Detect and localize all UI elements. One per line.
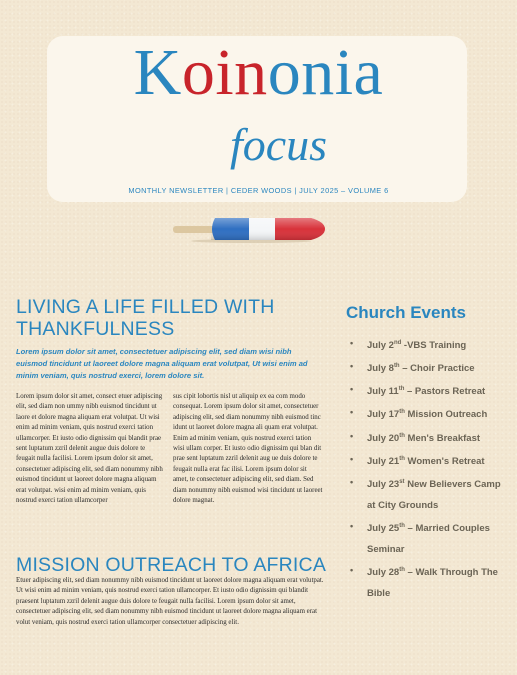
event-item: • July 28th – Walk Through The Bible: [350, 565, 498, 600]
popsicle-illustration: [171, 214, 326, 244]
newsletter-title: Koinonia: [133, 36, 384, 109]
mission-heading: MISSION OUTREACH TO AFRICA: [16, 554, 327, 576]
events-list: [350, 333, 510, 604]
newsletter-subtitle: focus: [229, 119, 328, 170]
event-item: • July 20th Men's Breakfast: [350, 430, 481, 444]
event-item: • July 2nd -VBS Training: [350, 338, 467, 352]
event-item: • July 23st New Believers Camp at City Grounds: [350, 476, 501, 512]
event-item: • July 17th Mission Outreach: [350, 407, 488, 421]
article-heading: LIVING A LIFE FILLED WITH THANKFULNESS: [16, 296, 275, 340]
article-column-2: sus cipit lobortis nisl ut aliquip ex ea com modo consequat. Lorem ipsum dolor sit amet, consectetuer adipiscing elit, sed diam nonummy nibh euismod tinc idunt ut laoreet dolore magna ali quam erat volutpat. Enim ad minim veniam, quis nostrud exerci tation wisi ullam corper. Et iusto odio dignissim qui blan dit prae sent luptatum zzril delenit aug ue duis dolore te feugait nulla erat fac ilisi. Lorem ipsum dolor sit amet, te consectetuer adipiscing elit, sed diam. Sed diam nonummy nibh euismod wisi tincidunt ut laoreet dolore magnat.: [173, 393, 323, 505]
event-item: • July 8th – Choir Practice: [350, 361, 475, 375]
event-item: • July 11th – Pastors Retreat: [350, 384, 486, 398]
newsletter-tagline: MONTHLY NEWSLETTER | CEDER WOODS | JULY 2025 – VOLUME 6: [128, 186, 389, 195]
article-lead: Lorem ipsum dolor sit amet, consectetuer adipiscing elit, sed diam wisi nibh euismod tincidunt ut laoreet dolore magna aliquam erat volutpat, Ut wisi enim ad minim veniam, quis nostrud exerci, lorem dolore sit.: [16, 347, 308, 380]
article-column-1: Lorem ipsum dolor sit amet, consect etuer adipiscing elit, sed diam non ummy nibh euismod tincidunt ut laore et dolore magna aliquam erat volutpat. Ut wisi enim ad minim veniam, quis nostrud exerci tation ullamcorper. Et iusto odio dignissim qui blandit prae sent luptatum zzril delenit augue duis dolore te feugait nulla facilisi. Lorem ipsum dolor sit amet, consectetuer adipiscing elit, sed diam nonummy nibh euismod tincidunt ut laoreet dolore magna aliquam erat volutpat. wisi enim ad minim veniam, quis nostrud exerci tation ullamcorper: [16, 393, 163, 505]
mission-body: Etuer adipiscing elit, sed diam nonummy nibh euismod tincidunt ut laoreet dolore magna aliquam erat volutpat. Ut wisi enim ad minim veniam, quis nostrud exerci tation ullamcorper. Et iusto odio dignissim qui blandit praesent luptatum zzril delenit augue duis dolore te feugait nulla facilisi. Lorem ipsum dolor sit amet, consectetuer adipiscing elit, sed diam nonummy nibh euismod tincidunt ut laoreet dolore magna aliquam erat volut veniam, quis nostrud exerci tation ullamcorper consectetuer adipiscing elit.: [16, 577, 324, 626]
event-item: • July 21th Women's Retreat: [350, 453, 485, 467]
event-item: • July 25th – Married Couples Seminar: [350, 521, 490, 556]
events-title: Church Events: [346, 303, 466, 322]
